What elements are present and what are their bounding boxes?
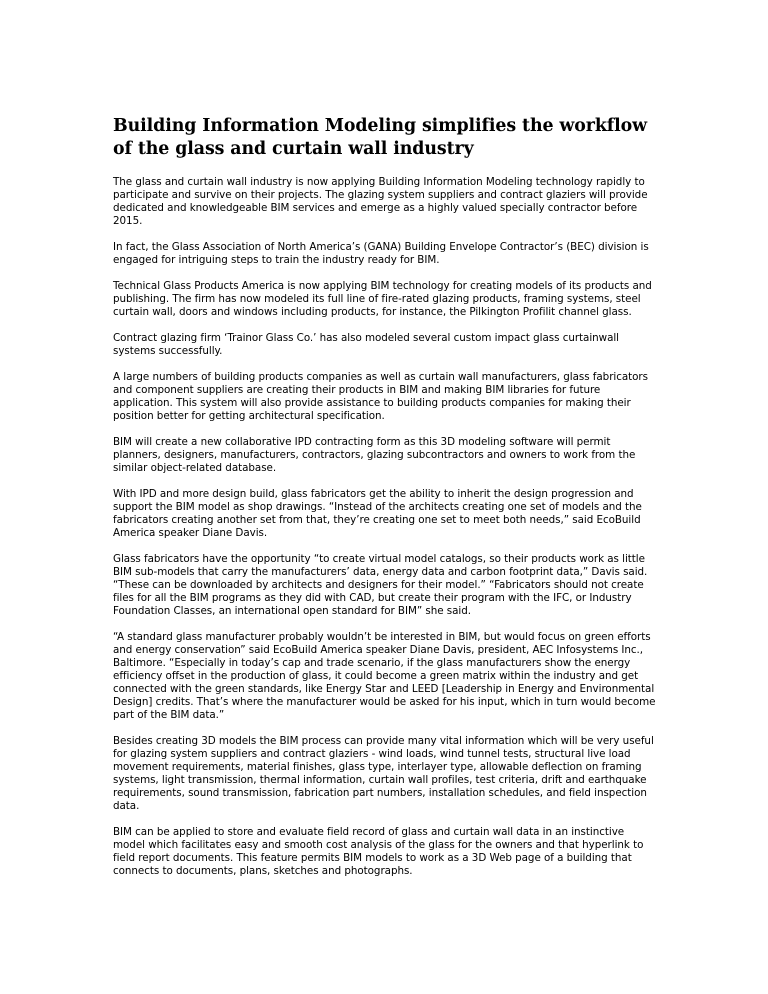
paragraph-catalogs: Glass fabricators have the opportunity “to create virtual model catalogs, so their products work as little BIM sub-models that carry the manufacturers’ data, energy data and carbon footprint data,” Davis said. “These can be downloaded by architects and designers for their model.” “Fabricators should not create files for all the BIM programs as they did with CAD, but create their program with the IFC, or Industry Foundation Classes, an international open standard for BIM” she said.	[113, 553, 648, 617]
paragraph-gana: In fact, the Glass Association of North America’s (GANA) Building Envelope Contractor’s (BEC) division is engaged for intriguing steps to train the industry ready for BIM.	[113, 241, 649, 266]
paragraph-vital-information: Besides creating 3D models the BIM process can provide many vital information which will be very useful for glazing system suppliers and contract glaziers - wind loads, wind tunnel tests, structural live load movement requirements, material finishes, glass type, interlayer type, allowable deflection on framing systems, light transmission, thermal information, curtain wall profiles, test criteria, drift and earthquake requirements, sound transmission, fabrication part numbers, installation schedules, and field inspection data.	[113, 735, 654, 812]
paragraph-field-record: BIM can be applied to store and evaluate field record of glass and curtain wall data in an instinctive model which facilitates easy and smooth cost analysis of the glass for the owners and that hyperlink to field report documents. This feature permits BIM models to work as a 3D Web page of a building that connects to documents, plans, sketches and photographs.	[113, 826, 644, 877]
paragraph-technical-glass: Technical Glass Products America is now applying BIM technology for creating models of its products and publishing. The firm has now modeled its full line of fire-rated glazing products, framing systems, steel curtain wall, doors and windows including products, for instance, the Pilkington Profilit channel glass.	[113, 280, 652, 318]
paragraph-design-build: With IPD and more design build, glass fabricators get the ability to inherit the design progression and support the BIM model as shop drawings. “Instead of the architects creating one set of models and the fabricators creating another set from that, they’re creating one set to meet both needs,” said EcoBuild America speaker Diane Davis.	[113, 488, 642, 539]
document-title: Building Information Modeling simplifies the workflow of the glass and curtain wall industry	[113, 116, 648, 159]
paragraph-ipd: BIM will create a new collaborative IPD contracting form as this 3D modeling software will permit planners, designers, manufacturers, contractors, glazing subcontractors and owners to work from the similar object-related database.	[113, 436, 636, 474]
paragraph-intro: The glass and curtain wall industry is now applying Building Information Modeling technology rapidly to participate and survive on their projects. The glazing system suppliers and contract glaziers will provide dedicated and knowledgeable BIM services and emerge as a highly valued specially contractor before 2015.	[113, 176, 648, 227]
paragraph-green-efforts: “A standard glass manufacturer probably wouldn’t be interested in BIM, but would focus on green efforts and energy conservation” said EcoBuild America speaker Diane Davis, president, AEC Infosystems Inc., Baltimore. “Especially in today’s cap and trade scenario, if the glass manufacturers show the energy efficiency offset in the production of glass, it could become a green matrix within the industry and get connected with the green standards, like Energy Star and LEED [Leadership in Energy and Environmental Design] credits. That’s where the manufacturer would be asked for his input, which in turn would become part of the BIM data.”	[113, 631, 656, 721]
document-page	[113, 115, 658, 891]
paragraph-manufacturers: A large numbers of building products companies as well as curtain wall manufacturers, glass fabricators and component suppliers are creating their products in BIM and making BIM libraries for future application. This system will also provide assistance to building products companies for making their position better for getting architectural specification.	[113, 371, 648, 422]
paragraph-trainor: Contract glazing firm ‘Trainor Glass Co.’ has also modeled several custom impact glass curtainwall systems successfully.	[113, 332, 620, 357]
